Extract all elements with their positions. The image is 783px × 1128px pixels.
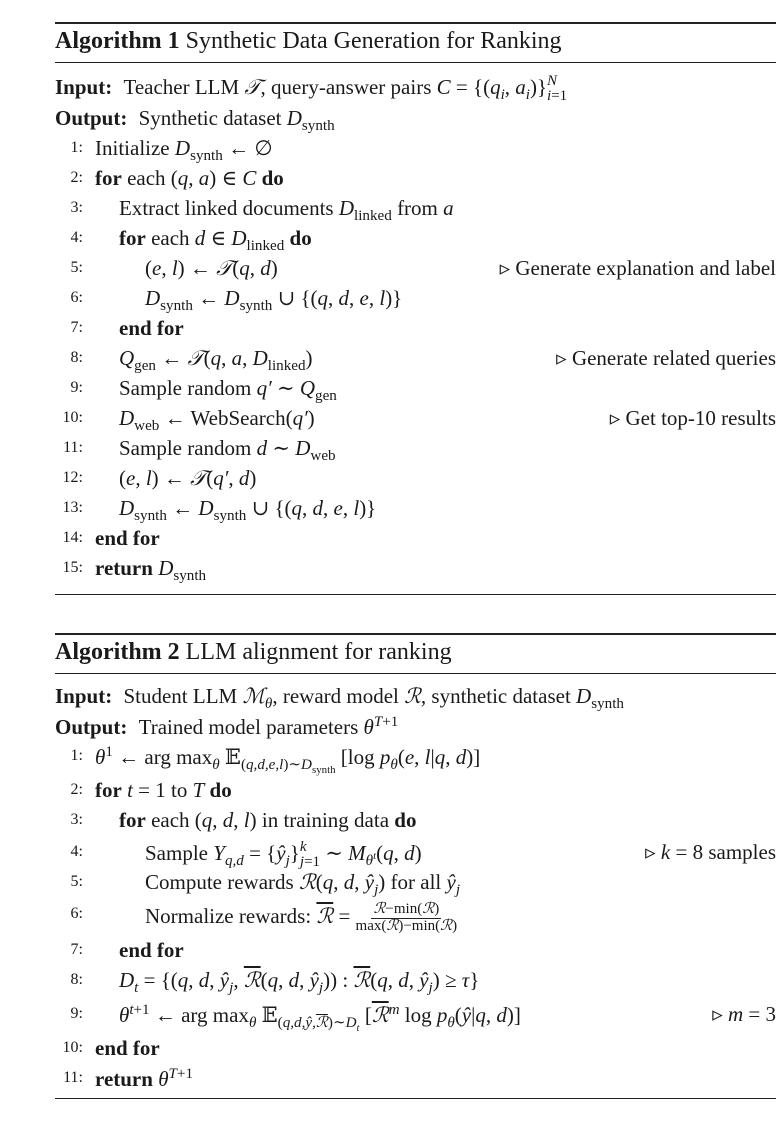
line-code: end for <box>119 938 184 962</box>
line-code: $D_{synth}$ ← $D_{synth}$ ∪ {(q, d, e, l)} <box>145 286 403 315</box>
algo1-line <box>55 346 776 376</box>
algorithm-title-text: Synthetic Data Generation for Ranking <box>185 28 562 54</box>
input-line <box>55 684 624 713</box>
line-code: for t = 1 to T do <box>95 778 232 802</box>
line-number: 2: <box>70 169 83 186</box>
line-number: 5: <box>70 873 83 890</box>
input-label: Input: <box>55 74 113 99</box>
line-number: 10: <box>62 1039 83 1056</box>
line-code: $D_{web}$ ← WebSearch(q′) <box>119 406 315 435</box>
algo1-line <box>55 556 776 586</box>
top-rule <box>55 633 776 635</box>
algo2-line <box>55 902 776 932</box>
algo2-line <box>55 1036 776 1066</box>
line-code: $\theta^1$ ← arg $\max_\theta$ 𝔼$_{(q,d,e,l)\sim D_{synth}}$ [log $p_\theta(e$, l|q, d)] <box>95 744 481 777</box>
line-comment: ▹ Get top-10 results <box>609 406 776 430</box>
algo1-line <box>55 256 776 286</box>
algo1-line <box>55 436 776 466</box>
algo1-line <box>55 196 776 226</box>
line-number: 11: <box>63 1069 83 1086</box>
algo1-line <box>55 406 776 436</box>
line-number: 8: <box>70 349 83 366</box>
algo1-line <box>55 376 776 406</box>
algo2-line <box>55 778 776 808</box>
title-rule <box>55 673 776 674</box>
algo1-line <box>55 166 776 196</box>
algo1-line <box>55 496 776 526</box>
algorithm-label: Algorithm 1 <box>55 28 180 54</box>
line-code: Extract linked documents $D_{linked}$ from a <box>119 196 454 225</box>
line-number: 13: <box>62 499 83 516</box>
line-comment: ▹ Generate explanation and label <box>499 256 776 280</box>
input-label: Input: <box>55 684 113 708</box>
algorithm-label: Algorithm 2 <box>55 639 180 665</box>
algo1-line <box>55 466 776 496</box>
line-number: 4: <box>70 229 83 246</box>
line-code: $Q_{gen}$ ← 𝒯(q, a, $D_{linked}$) <box>119 346 313 375</box>
line-number: 4: <box>70 843 83 860</box>
algo2-line <box>55 808 776 838</box>
line-code: $D_{synth}$ ← $D_{synth}$ ∪ {(q, d, e, l)} <box>119 496 377 525</box>
line-number: 2: <box>70 781 83 798</box>
line-code: $\theta^{t+1}$ ← arg $\max_\theta$ 𝔼$_{(q,d,ŷ,ℛ)\sim D_t}$ [ℛ$^m$ $\log p_\theta(ŷ|q$, d)] <box>119 1002 521 1035</box>
line-code: Sample random q′ ∼ $Q_{gen}$ <box>119 376 337 405</box>
line-code: for each (q, a) ∈ C do <box>95 166 284 190</box>
line-number: 15: <box>62 559 83 576</box>
line-number: 1: <box>70 139 83 156</box>
line-number: 7: <box>70 941 83 958</box>
line-code: Normalize rewards: ℛ = $\frac{\text{ℛ−min(ℛ)}}{\text{max(ℛ)−min(ℛ)}}$ <box>145 901 458 934</box>
line-number: 1: <box>70 747 83 764</box>
line-comment: ▹ k = 8 samples <box>645 840 776 864</box>
line-code: return $D_{synth}$ <box>95 556 207 585</box>
algo1-line <box>55 286 776 316</box>
output-label: Output: <box>55 106 128 130</box>
title-rule <box>55 62 776 63</box>
line-code: for each d ∈ $D_{linked}$ do <box>119 226 312 255</box>
algo2-line <box>55 744 776 777</box>
output-line <box>55 714 398 740</box>
algo2-line <box>55 840 776 870</box>
algo2-line <box>55 968 776 998</box>
line-number: 14: <box>62 529 83 546</box>
line-code: (e, l) ← 𝒯(q, d) <box>145 256 278 280</box>
line-number: 8: <box>70 971 83 988</box>
algo1-line <box>55 316 776 346</box>
line-code: (e, l) ← 𝒯(q′, d) <box>119 466 257 490</box>
line-code: Compute rewards ℛ(q, d, $ŷ_j$) for all $ŷ_j$ <box>145 870 461 899</box>
algorithm-title-text: LLM alignment for ranking <box>185 639 452 665</box>
line-code: for each (q, d, l) in training data do <box>119 808 417 832</box>
line-code: end for <box>119 316 184 340</box>
line-code: end for <box>95 1036 160 1060</box>
algo1-line <box>55 136 776 166</box>
input-text: Student LLM ℳ$_\theta$, reward model ℛ, synthetic dataset $D_{synth}$ <box>123 684 624 713</box>
algo1-line <box>55 226 776 256</box>
output-line <box>55 106 335 135</box>
input-line <box>55 74 567 104</box>
line-comment: ▹ m = 3 <box>712 1002 776 1026</box>
algo1-line <box>55 526 776 556</box>
output-text: Synthetic dataset $D_{synth}$ <box>138 106 335 135</box>
algo2-line <box>55 1066 776 1096</box>
line-number: 9: <box>70 379 83 396</box>
line-number: 6: <box>70 905 83 922</box>
input-text: Teacher LLM 𝒯, query-answer pairs $C = \{(q_i$, $a_i$)} N i=1 <box>123 73 568 104</box>
line-number: 9: <box>70 1005 83 1022</box>
line-number: 10: <box>62 409 83 426</box>
output-label: Output: <box>55 715 128 739</box>
line-code: Sample $Y_{q,d}$ = $\{ŷ_j\}$ k j=1 ∼ $M_{\theta^t}(q$, d) <box>145 839 422 870</box>
algorithm-2-title <box>55 639 452 666</box>
algo2-line <box>55 870 776 900</box>
algo2-line <box>55 1002 776 1035</box>
output-text: Trained model parameters $\theta^{T+1}$ <box>138 714 399 739</box>
line-number: 3: <box>70 199 83 216</box>
algo2-line <box>55 938 776 968</box>
line-code: $D_t = \{(q$, d, $ŷ_j$, ℛ(q, d, $ŷ_j$)) : ℛ(q, d, $ŷ_j) \ge \tau$} <box>119 968 480 997</box>
line-number: 7: <box>70 319 83 336</box>
top-rule <box>55 22 776 24</box>
algorithm-1-title <box>55 28 562 55</box>
line-number: 6: <box>70 289 83 306</box>
line-comment: ▹ Generate related queries <box>556 346 776 370</box>
line-number: 11: <box>63 439 83 456</box>
line-code: Sample random d ∼ $D_{web}$ <box>119 436 336 465</box>
line-code: Initialize $D_{synth}$ ← ∅ <box>95 136 273 165</box>
line-number: 5: <box>70 259 83 276</box>
line-number: 3: <box>70 811 83 828</box>
bottom-rule <box>55 1098 776 1099</box>
line-code: end for <box>95 526 160 550</box>
line-code: return $\theta^{T+1}$ <box>95 1066 193 1091</box>
bottom-rule <box>55 594 776 595</box>
line-number: 12: <box>62 469 83 486</box>
